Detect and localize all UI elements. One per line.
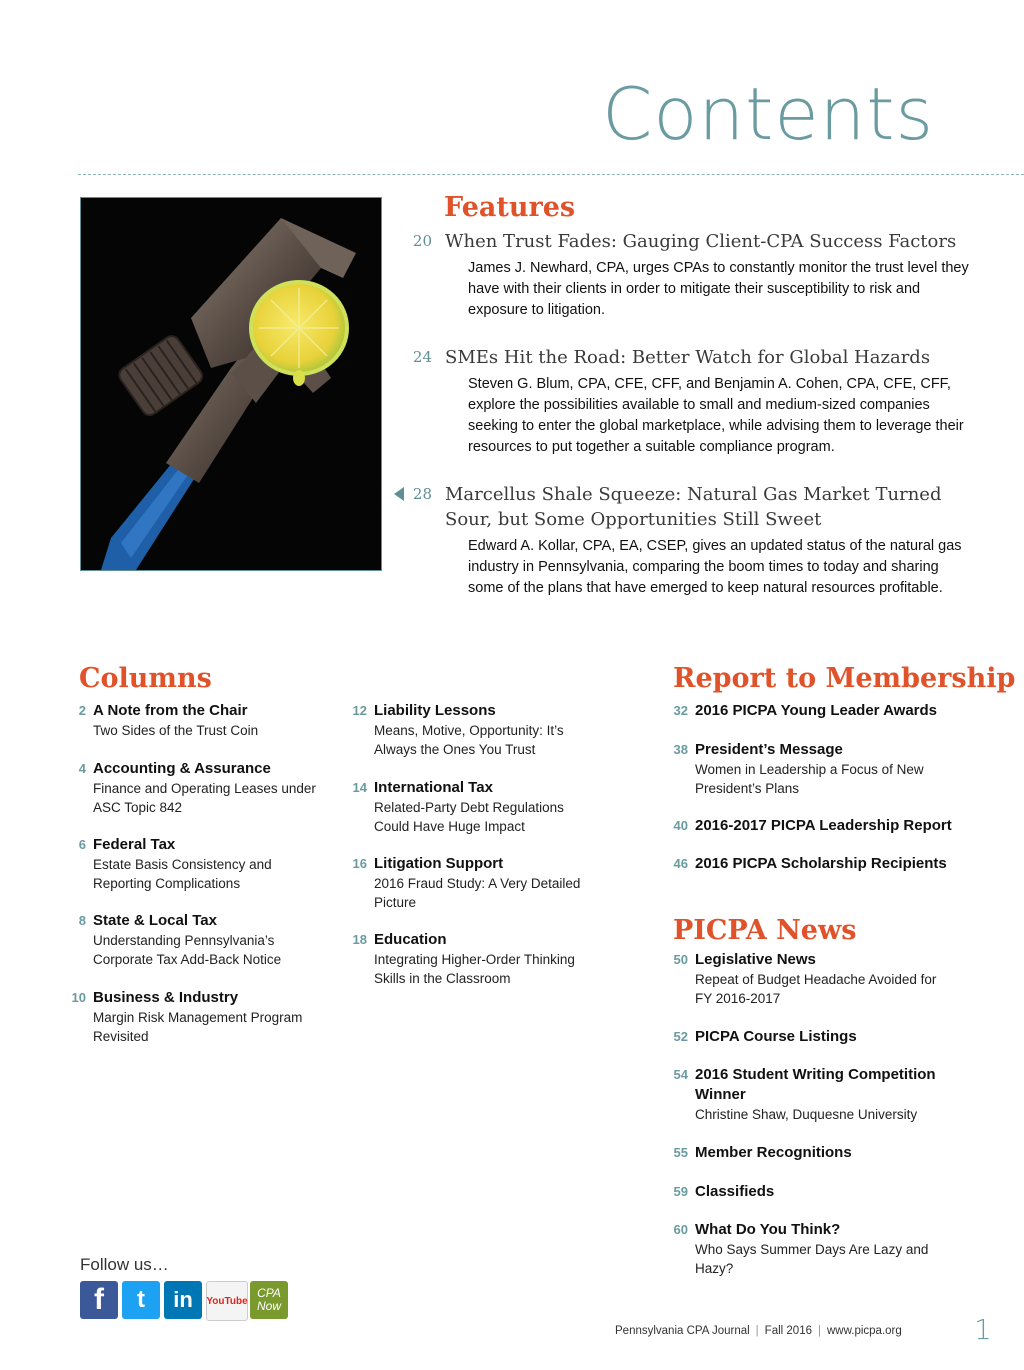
column-subtitle: Integrating Higher-Order Thinking Skills in the Classroom <box>374 952 575 986</box>
column-title[interactable]: Litigation Support <box>374 855 504 872</box>
twitter-icon[interactable]: t <box>122 1281 160 1319</box>
column-title[interactable]: State & Local Tax <box>93 912 217 929</box>
features-heading: Features <box>444 192 576 223</box>
linkedin-icon[interactable]: in <box>164 1281 202 1319</box>
news-title[interactable]: 2016 Student Writing Competition Winner <box>695 1066 936 1103</box>
report-subtitle: Women in Leadership a Focus of New President’s Plans <box>695 762 924 796</box>
news-title[interactable]: Classifieds <box>695 1183 775 1200</box>
dashed-divider <box>78 174 1024 175</box>
cpa-now-icon[interactable]: CPA Now <box>250 1281 288 1319</box>
facebook-icon[interactable]: f <box>80 1281 118 1319</box>
column-title[interactable]: Accounting & Assurance <box>93 760 271 777</box>
page-number: 8 <box>78 913 86 928</box>
feature-title[interactable]: When Trust Fades: Gauging Client-CPA Success Factors <box>445 231 957 252</box>
report-heading: Report to Membership <box>673 663 1016 694</box>
page-number: 52 <box>673 1029 688 1044</box>
footer <box>615 1325 902 1337</box>
page-number: 54 <box>673 1067 688 1082</box>
youtube-icon[interactable]: YouTube <box>206 1281 248 1321</box>
column-subtitle: Understanding Pennsylvania’s Corporate Tax Add-Back Notice <box>93 933 282 967</box>
report-title[interactable]: President’s Message <box>695 741 843 758</box>
feature-photo <box>80 197 382 571</box>
column-subtitle: Two Sides of the Trust Coin <box>93 723 259 738</box>
website-link[interactable]: www.picpa.org <box>826 1325 902 1337</box>
page-number: 32 <box>673 703 688 718</box>
page-number: 18 <box>352 932 367 947</box>
page-number: 16 <box>352 856 367 871</box>
report-title[interactable]: 2016-2017 PICPA Leadership Report <box>695 817 952 834</box>
news-subtitle: Repeat of Budget Headache Avoided for FY 2016-2017 <box>695 972 937 1006</box>
page-number: 12 <box>352 703 367 718</box>
page-number: 50 <box>673 952 688 967</box>
feature-title[interactable]: SMEs Hit the Road: Better Watch for Global Hazards <box>445 347 931 368</box>
page-number: 40 <box>673 818 688 833</box>
feature-page-number: 28 <box>412 485 432 503</box>
column-subtitle: Finance and Operating Leases under ASC Topic 842 <box>93 781 316 815</box>
page-number: 60 <box>673 1222 688 1237</box>
cover-story-arrow-icon <box>394 487 404 501</box>
footer-separator: | <box>755 1325 759 1337</box>
page-number: 55 <box>673 1145 688 1160</box>
follow-us-label: Follow us… <box>80 1255 169 1274</box>
news-title[interactable]: Member Recognitions <box>695 1144 852 1161</box>
column-title[interactable]: Business & Industry <box>93 989 239 1006</box>
page-number: 4 <box>78 761 86 776</box>
feature-description: James J. Newhard, CPA, urges CPAs to constantly monitor the trust level they have with their clients in order to mitigate their susceptibility to risk and exposure to litigation. <box>468 260 969 318</box>
page-number: 10 <box>71 990 86 1005</box>
news-subtitle: Who Says Summer Days Are Lazy and Hazy? <box>695 1242 929 1276</box>
page-number-footer: 1 <box>974 1313 992 1346</box>
news-subtitle: Christine Shaw, Duquesne University <box>695 1107 918 1122</box>
feature-description: Steven G. Blum, CPA, CFE, CFF, and Benjamin A. Cohen, CPA, CFE, CFF, explore the possibilities available to small and medium-sized companies seeking to enter the global marketplace, while advising them to leverage their resources to put together a suitable compliance program. <box>468 376 964 455</box>
feature-page-number: 20 <box>412 232 432 250</box>
column-title[interactable]: A Note from the Chair <box>93 702 248 719</box>
issue-date: Fall 2016 <box>764 1325 812 1337</box>
column-subtitle: Related-Party Debt Regulations Could Have Huge Impact <box>374 800 564 834</box>
column-subtitle: Estate Basis Consistency and Reporting Complications <box>93 857 272 891</box>
news-title[interactable]: What Do You Think? <box>695 1221 841 1238</box>
column-subtitle: 2016 Fraud Study: A Very Detailed Picture <box>374 876 581 910</box>
feature-description: Edward A. Kollar, CPA, EA, CSEP, gives an updated status of the natural gas industry in Pennsylvania, comparing the boom times to today and sharing some of the plans that have emerged to keep natural resources profitable. <box>468 538 962 596</box>
journal-name: Pennsylvania CPA Journal <box>615 1325 750 1337</box>
column-title[interactable]: Liability Lessons <box>374 702 496 719</box>
page-number: 59 <box>673 1184 688 1199</box>
page-number: 6 <box>78 837 86 852</box>
news-heading: PICPA News <box>673 915 857 946</box>
wrench-lemon-image <box>81 198 381 570</box>
column-title[interactable]: Federal Tax <box>93 836 176 853</box>
column-subtitle: Margin Risk Management Program Revisited <box>93 1010 303 1044</box>
columns-heading: Columns <box>79 663 212 694</box>
page-title: Contents <box>602 72 934 156</box>
page-number: 46 <box>673 856 688 871</box>
report-title[interactable]: 2016 PICPA Scholarship Recipients <box>695 855 947 872</box>
news-title[interactable]: PICPA Course Listings <box>695 1028 857 1045</box>
news-title[interactable]: Legislative News <box>695 951 816 968</box>
feature-title[interactable]: Marcellus Shale Squeeze: Natural Gas Market Turned Sour, but Some Opportunities Still Sweet <box>445 484 942 530</box>
column-subtitle: Means, Motive, Opportunity: It’s Always the Ones You Trust <box>374 723 564 757</box>
column-title[interactable]: Education <box>374 931 447 948</box>
report-title[interactable]: 2016 PICPA Young Leader Awards <box>695 702 938 719</box>
page-number: 2 <box>78 703 86 718</box>
page-number: 38 <box>673 742 688 757</box>
page-number: 14 <box>352 780 367 795</box>
feature-page-number: 24 <box>412 348 432 366</box>
column-title[interactable]: International Tax <box>374 779 493 796</box>
footer-separator: | <box>817 1325 821 1337</box>
